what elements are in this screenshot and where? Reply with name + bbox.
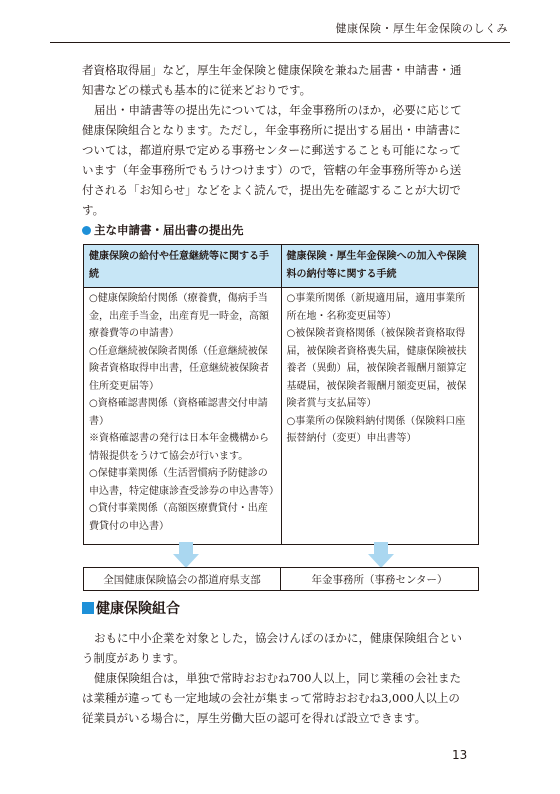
intro-line: います（年金事務所でもうけつけます）ので，管轄の年金事務所等から送 <box>82 163 462 177</box>
section-title: 健康保険組合 <box>96 601 180 617</box>
page-number: 13 <box>452 748 468 762</box>
list-item: ○資格確認書関係（資格確認書交付申請書） <box>89 398 268 427</box>
intro-line: 知書などの様式も基本的に従来どおりです。 <box>82 83 312 97</box>
table-title-text: 主な申請書・届出書の提出先 <box>94 223 244 237</box>
outro-line: 健康保険組合は，単独で常時おおむね700人以上，同じ業種の会社また <box>94 671 461 685</box>
intro-line: 届出・申請書等の提出先については，年金事務所のほか，必要に応じて <box>94 103 462 117</box>
header-divider <box>50 42 510 43</box>
outro-line: おもに中小企業を対象とした，協会けんぽのほかに，健康保険組合とい <box>94 631 462 645</box>
table-header-row <box>84 245 479 288</box>
intro-line: ついては，都道府県で定める事務センターに郵送することも可能になって <box>82 143 462 157</box>
list-item: ※資格確認書の発行は日本年金機構から情報提供をうけて協会が行います。 <box>89 433 269 462</box>
table-header-right: 健康保険・厚生年金保険への加入や保険料の納付等に関する手続 <box>281 245 479 288</box>
list-item: ○事業所の保険料納付関係（保険料口座振替納付（変更）申出書等） <box>286 415 466 444</box>
submission-table <box>83 244 479 545</box>
list-item: ○健康保険給付関係（療養費，傷病手当金，出産手当金，出産育児一時金，高額療養費等の申請書） <box>89 293 269 339</box>
left-cell <box>84 288 282 545</box>
table-row <box>84 288 479 545</box>
destination-right: 年金事務所（事務センター） <box>281 567 479 591</box>
bullet-dot-icon <box>82 226 91 235</box>
outro-text <box>82 628 478 728</box>
arrow-down-icon <box>368 542 394 568</box>
square-bullet-icon <box>82 602 94 614</box>
list-item: ○事業所関係（新規適用届，適用事業所所在地・名称変更届等） <box>286 293 466 322</box>
running-header: 健康保険・厚生年金保険のしくみ <box>335 22 508 35</box>
intro-line: 健康保険組合となります。ただし，年金事務所に提出する届出・申請書に <box>82 123 461 137</box>
table-header-left: 健康保険の給付や任意継続等に関する手続 <box>84 245 282 288</box>
intro-line: す。 <box>82 203 105 217</box>
list-item: ○被保険者資格関係（被保険者資格取得届，被保険者資格喪失届，健康保険被扶養者（異動）届，被保険者報酬月額算定基礎届，被保険者報酬月額変更届，被保険者賞与支払届等） <box>286 328 467 409</box>
right-cell <box>281 288 479 545</box>
list-item: ○保健事業関係（生活習慣病予防健診の申込書，特定健康診査受診券の申込書等） <box>89 468 279 497</box>
intro-text <box>82 60 478 220</box>
outro-line: う制度があります。 <box>82 651 185 665</box>
arrow-down-icon <box>173 542 199 568</box>
outro-line: 従業員がいる場合に，厚生労働大臣の認可を得れば設立できます。 <box>82 711 427 725</box>
intro-line: 者資格取得届」など，厚生年金保険と健康保険を兼ねた届書・申請書・通 <box>82 63 462 77</box>
list-item: ○貸付事業関係（高額医療費貸付・出産費貸付の申込書） <box>89 503 268 532</box>
list-item: ○任意継続被保険者関係（任意継続被保険者資格取得申出書，任意継続被保険者住所変更届等） <box>89 345 269 392</box>
destination-left: 全国健康保険協会の都道府県支部 <box>83 567 281 591</box>
section-heading <box>82 598 180 618</box>
table-title <box>82 222 244 238</box>
intro-line: 付される「お知らせ」などをよく読んで，提出先を確認することが大切で <box>82 183 461 197</box>
outro-line: は業種が違っても一定地域の会社が集まって常時おおむね3,000人以上の <box>82 691 460 705</box>
